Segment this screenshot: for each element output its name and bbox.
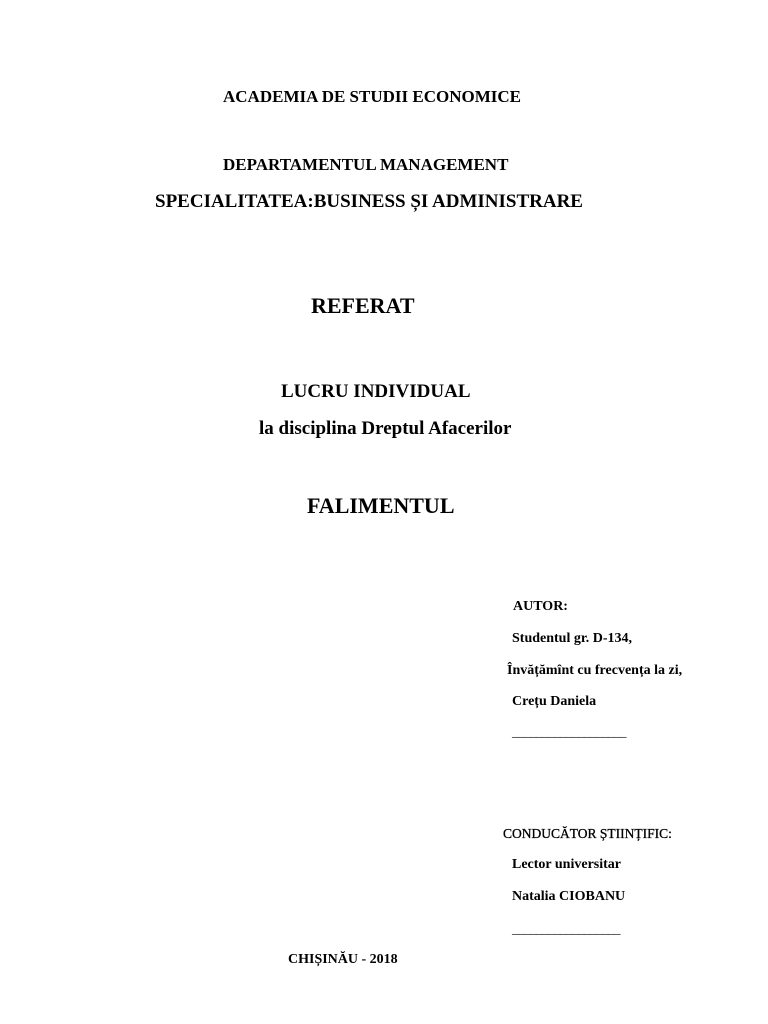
author-signature-line: ___________________ [512, 724, 626, 739]
document-type: REFERAT [311, 293, 415, 318]
supervisor-signature-line: __________________ [512, 921, 620, 936]
supervisor-title: Lector universitar [512, 857, 621, 872]
supervisor-label: CONDUCĂTOR ȘTIINȚIFIC: [503, 826, 672, 841]
discipline: la disciplina Dreptul Afacerilor [259, 418, 512, 439]
specialty-name: SPECIALITATEA:BUSINESS ȘI ADMINISTRARE [155, 191, 583, 212]
institution-name: ACADEMIA DE STUDII ECONOMICE [223, 87, 522, 106]
place-and-year: CHIȘINĂU - 2018 [288, 952, 398, 967]
author-study-form: Învățămînt cu frecvența la zi, [507, 663, 683, 678]
supervisor-name: Natalia CIOBANU [512, 889, 626, 904]
department-name: DEPARTAMENTUL MANAGEMENT [223, 155, 509, 174]
work-type: LUCRU INDIVIDUAL [281, 381, 471, 402]
author-group: Studentul gr. D-134, [512, 631, 633, 646]
topic-title: FALIMENTUL [307, 493, 455, 518]
author-label: AUTOR: [513, 599, 568, 614]
author-name: Crețu Daniela [512, 694, 597, 709]
